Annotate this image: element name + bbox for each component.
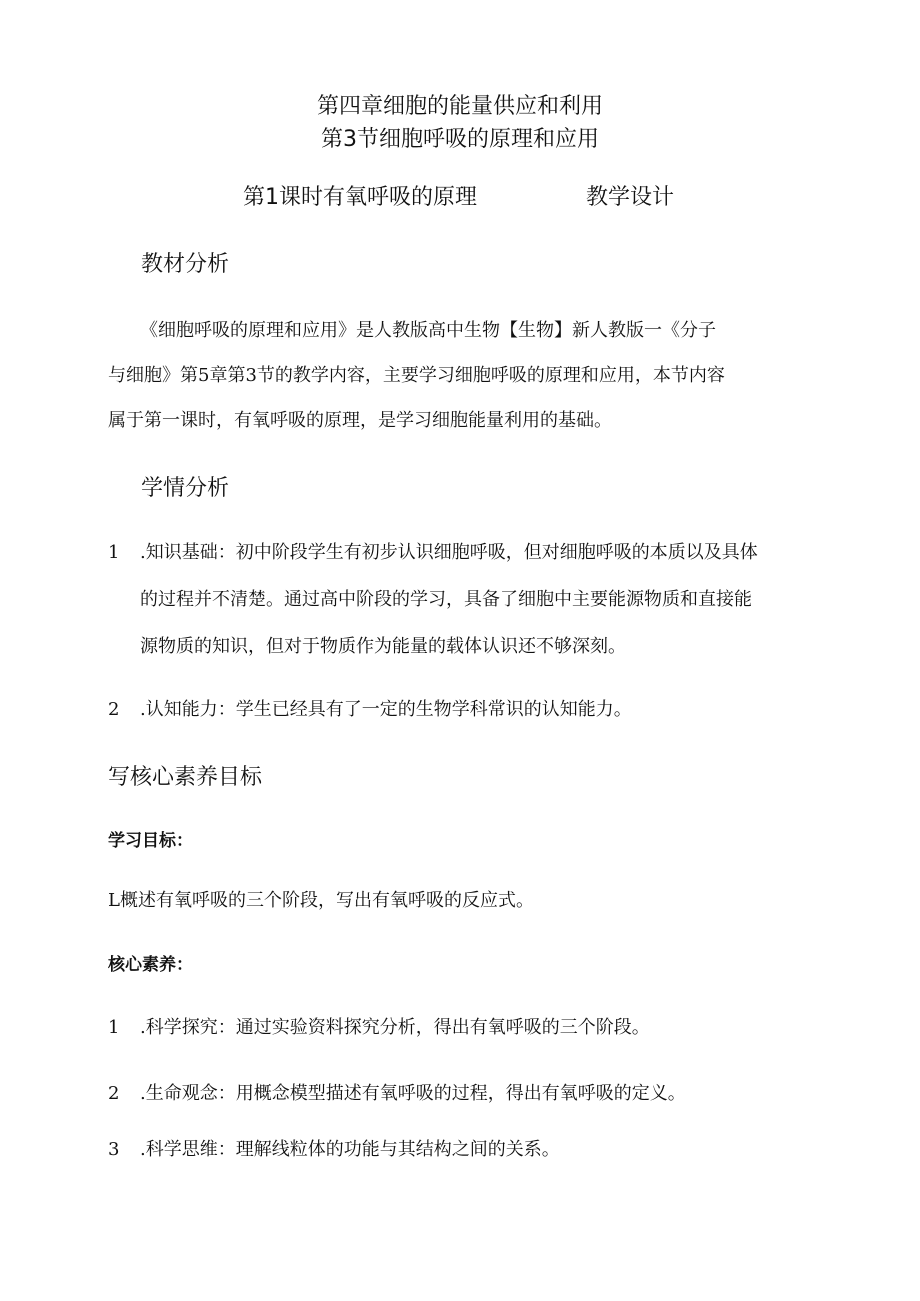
lesson-title: 第1课时有氧呼吸的原理: [243, 185, 477, 210]
material-analysis-heading: 教材分析: [141, 252, 230, 277]
chapter-title: 第四章细胞的能量供应和利用: [316, 94, 603, 119]
list-number: 1: [108, 542, 120, 563]
student-item-1-line-2: 的过程并不清楚。通过高中阶段的学习，具备了细胞中主要能源物质和直接能: [140, 589, 752, 610]
student-item-1-line-3: 源物质的知识，但对于物质作为能量的载体认识还不够深刻。: [140, 636, 626, 657]
list-number: 2: [108, 699, 120, 720]
list-number: 2: [108, 1083, 120, 1104]
core-item-2: 2 .生命观念：用概念模型描述有氧呼吸的过程，得出有氧呼吸的定义。: [108, 1083, 686, 1104]
student-analysis-heading: 学情分析: [141, 476, 230, 501]
core-item-1: 1 .科学探究：通过实验资料探究分析，得出有氧呼吸的三个阶段。: [108, 1017, 650, 1038]
student-item-2: 2 .认知能力：学生已经具有了一定的生物学科常识的认知能力。: [108, 699, 632, 720]
learning-goal-item: L概述有氧呼吸的三个阶段，写出有氧呼吸的反应式。: [108, 890, 534, 911]
list-number: 1: [108, 1017, 120, 1038]
core-goals-heading: 写核心素养目标: [108, 765, 263, 790]
learning-goals-label: 学习目标：: [108, 831, 193, 851]
material-line-3: 属于第一课时，有氧呼吸的原理，是学习细胞能量利用的基础。: [108, 410, 612, 431]
core-literacy-label: 核心素养：: [108, 955, 193, 975]
section-title: 第3节细胞呼吸的原理和应用: [321, 127, 599, 152]
design-title: 教学设计: [586, 185, 675, 210]
core-item-3: 3 .科学思维：理解线粒体的功能与其结构之间的关系。: [108, 1139, 560, 1160]
student-item-1-line-1: 1 .知识基础：初中阶段学生有初步认识细胞呼吸，但对细胞呼吸的本质以及具体: [108, 542, 758, 563]
material-line-2: 与细胞》第5章第3节的教学内容，主要学习细胞呼吸的原理和应用，本节内容: [108, 365, 725, 386]
material-line-1: 《细胞呼吸的原理和应用》是人教版高中生物【生物】新人教版一《分子: [140, 320, 716, 341]
list-number: 3: [108, 1139, 120, 1160]
